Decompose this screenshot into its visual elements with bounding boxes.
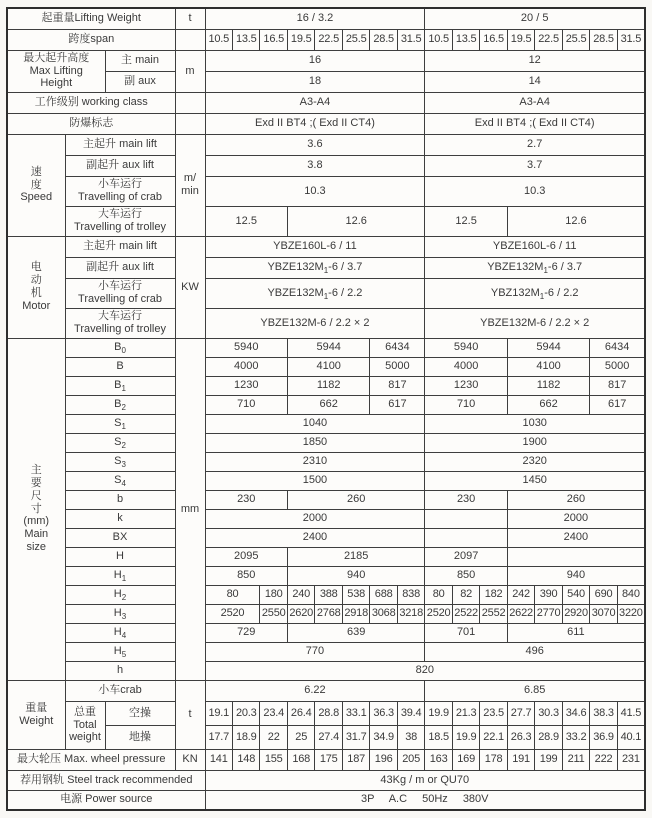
motor-value: $YBZE132M_1-6 / 3.7$ <box>205 257 425 278</box>
size-label: $S_2$ <box>65 433 175 452</box>
main-hook-label: 主 main <box>105 50 175 71</box>
size-value: 1500 <box>205 471 425 490</box>
size-value: 729 <box>205 623 287 642</box>
row-speed-trolley <box>7 206 645 236</box>
weight-value: 34.6 <box>562 701 589 725</box>
size-value: 1230 <box>425 376 507 395</box>
size-value: 2000 <box>507 509 645 528</box>
weight-value: 31.7 <box>342 725 369 749</box>
size-label: b <box>65 490 175 509</box>
size-value-empty <box>507 547 645 566</box>
weight-value: 36.3 <box>370 701 397 725</box>
wheel-pressure-value: 169 <box>452 749 479 770</box>
size-label: $S_3$ <box>65 452 175 471</box>
row-steel-track <box>7 770 645 790</box>
row-size-b <box>7 490 645 509</box>
weight-value: 19.9 <box>452 725 479 749</box>
row-size-S4 <box>7 471 645 490</box>
wheel-pressure-value: 222 <box>590 749 617 770</box>
crab-weight-value: 6.22 <box>205 680 425 701</box>
size-label: $H_4$ <box>65 623 175 642</box>
unit-m: m <box>175 50 205 92</box>
size-value: 820 <box>205 661 645 680</box>
motor-main-lift-label: 主起升 main lift <box>65 236 175 257</box>
total-weight-label: 总重 Total weight <box>65 701 105 749</box>
size-value: 5940 <box>205 338 287 357</box>
span-value: 25.5 <box>562 29 589 50</box>
weight-value: 41.5 <box>617 701 645 725</box>
wheel-pressure-value: 148 <box>233 749 260 770</box>
speed-value: 12.5 <box>425 206 507 236</box>
size-value: 2620 <box>287 604 314 623</box>
weight-value: 38 <box>397 725 424 749</box>
weight-value: 23.5 <box>480 701 507 725</box>
wheel-pressure-value: 187 <box>342 749 369 770</box>
speed-value: 3.8 <box>205 155 425 176</box>
span-value: 31.5 <box>397 29 424 50</box>
span-label: 跨度span <box>7 29 175 50</box>
size-value: 2550 <box>260 604 287 623</box>
power-source-label: 电源 Power source <box>7 790 205 810</box>
weight-value: 19.1 <box>205 701 232 725</box>
row-size-B2 <box>7 395 645 414</box>
weight-value: 40.1 <box>617 725 645 749</box>
weight-value: 27.4 <box>315 725 342 749</box>
size-value: 940 <box>507 566 645 585</box>
size-value: 2320 <box>425 452 645 471</box>
size-value: 770 <box>205 642 425 661</box>
speed-value: 3.7 <box>425 155 645 176</box>
span-value: 19.5 <box>507 29 534 50</box>
size-value: 240 <box>287 585 314 604</box>
size-value: 388 <box>315 585 342 604</box>
size-value: 260 <box>507 490 645 509</box>
speed-value: 10.3 <box>425 176 645 206</box>
weight-value: 18.9 <box>233 725 260 749</box>
main-size-section-label: 主 要 尺 寸 (mm) Main size <box>7 338 65 680</box>
size-label: $H_3$ <box>65 604 175 623</box>
lift-height-value: 12 <box>425 50 645 71</box>
row-power-source <box>7 790 645 810</box>
size-label: H <box>65 547 175 566</box>
steel-track-label: 荐用钢轨 Steel track recommended <box>7 770 205 790</box>
row-size-B1 <box>7 376 645 395</box>
span-value: 16.5 <box>480 29 507 50</box>
size-value: 390 <box>535 585 562 604</box>
size-value: 4100 <box>287 357 369 376</box>
size-value: 2400 <box>205 528 425 547</box>
size-label: h <box>65 661 175 680</box>
explosion-proof-value: Exd II BT4 ;( Exd II CT4) <box>425 113 645 134</box>
size-value: 701 <box>425 623 507 642</box>
weight-value: 20.3 <box>233 701 260 725</box>
size-value: 840 <box>617 585 645 604</box>
lifting-weight-label: 起重量Lifting Weight <box>7 8 175 29</box>
row-size-B <box>7 357 645 376</box>
motor-aux-lift-label: 副起升 aux lift <box>65 257 175 278</box>
weight-value: 22.1 <box>480 725 507 749</box>
span-value: 10.5 <box>205 29 232 50</box>
size-value-empty <box>425 509 507 528</box>
span-value: 10.5 <box>425 29 452 50</box>
max-lifting-height-label: 最大起升高度 Max Lifting Height <box>7 50 105 92</box>
row-lifting-weight <box>7 8 645 29</box>
weight-value: 25 <box>287 725 314 749</box>
motor-value: $YBZE132M_1-6 / 2.2$ <box>205 278 425 308</box>
wheel-pressure-value: 231 <box>617 749 645 770</box>
size-value: 662 <box>507 395 589 414</box>
size-label: $B_1$ <box>65 376 175 395</box>
working-class-value: A3-A4 <box>425 92 645 113</box>
span-value: 16.5 <box>260 29 287 50</box>
size-value: 1030 <box>425 414 645 433</box>
speed-aux-lift-label: 副起升 aux lift <box>65 155 175 176</box>
size-value: 4100 <box>507 357 589 376</box>
row-size-S2 <box>7 433 645 452</box>
lift-height-value: 18 <box>205 71 425 92</box>
aux-hook-label: 副 aux <box>105 71 175 92</box>
size-value: 182 <box>480 585 507 604</box>
wheel-pressure-value: 163 <box>425 749 452 770</box>
unit-t: t <box>175 8 205 29</box>
weight-value: 26.4 <box>287 701 314 725</box>
motor-value: $YBZE132M_1-6 / 3.7$ <box>425 257 645 278</box>
size-value: 1900 <box>425 433 645 452</box>
size-value: 5000 <box>370 357 425 376</box>
row-span <box>7 29 645 50</box>
row-motor-aux-lift <box>7 257 645 278</box>
steel-track-value: 43Kg / m or QU70 <box>205 770 645 790</box>
motor-crab-label: 小车运行 Travelling of crab <box>65 278 175 308</box>
size-value: 2000 <box>205 509 425 528</box>
motor-trolley-label: 大车运行 Travelling of trolley <box>65 308 175 338</box>
size-label: $H_2$ <box>65 585 175 604</box>
row-size-BX <box>7 528 645 547</box>
wheel-pressure-value: 205 <box>397 749 424 770</box>
unit-empty <box>175 113 205 134</box>
size-value: 688 <box>370 585 397 604</box>
unit-kn: KN <box>175 749 205 770</box>
lift-height-value: 16 <box>205 50 425 71</box>
wheel-pressure-label: 最大轮压 Max. wheel pressure <box>7 749 175 770</box>
row-size-H5 <box>7 642 645 661</box>
weight-value: 36.9 <box>590 725 617 749</box>
lifting-weight-value: 20 / 5 <box>425 8 645 29</box>
row-size-S3 <box>7 452 645 471</box>
span-value: 19.5 <box>287 29 314 50</box>
span-value: 22.5 <box>535 29 562 50</box>
wheel-pressure-value: 155 <box>260 749 287 770</box>
speed-value: 3.6 <box>205 134 425 155</box>
weight-value: 30.3 <box>535 701 562 725</box>
size-value: 662 <box>287 395 369 414</box>
size-value: 3218 <box>397 604 424 623</box>
power-source-value: 3P A.C 50Hz 380V <box>205 790 645 810</box>
motor-value: YBZE132M-6 / 2.2 × 2 <box>425 308 645 338</box>
size-value: 2918 <box>342 604 369 623</box>
size-value: 82 <box>452 585 479 604</box>
speed-value: 12.5 <box>205 206 287 236</box>
weight-value: 33.2 <box>562 725 589 749</box>
crane-spec-table <box>6 7 646 811</box>
unit-kw: KW <box>175 236 205 338</box>
size-value: 80 <box>425 585 452 604</box>
row-size-H3 <box>7 604 645 623</box>
crab-weight-label: 小车crab <box>65 680 175 701</box>
wheel-pressure-value: 196 <box>370 749 397 770</box>
size-value: 3070 <box>590 604 617 623</box>
size-value: 230 <box>425 490 507 509</box>
span-value: 28.5 <box>590 29 617 50</box>
size-label: BX <box>65 528 175 547</box>
row-explosion-proof <box>7 113 645 134</box>
lifting-weight-value: 16 / 3.2 <box>205 8 425 29</box>
wheel-pressure-value: 211 <box>562 749 589 770</box>
size-label: $S_4$ <box>65 471 175 490</box>
weight-section-label: 重量 Weight <box>7 680 65 749</box>
size-value: 710 <box>425 395 507 414</box>
size-value: 617 <box>370 395 425 414</box>
row-size-k <box>7 509 645 528</box>
span-value: 31.5 <box>617 29 645 50</box>
row-speed-aux-lift <box>7 155 645 176</box>
size-value: 180 <box>260 585 287 604</box>
size-value: 940 <box>287 566 424 585</box>
wheel-pressure-value: 191 <box>507 749 534 770</box>
size-value: 690 <box>590 585 617 604</box>
motor-value: YBZE160L-6 / 11 <box>425 236 645 257</box>
speed-value: 12.6 <box>507 206 645 236</box>
ground-operated-label: 地操 <box>105 725 175 749</box>
size-label: B <box>65 357 175 376</box>
row-size-H1 <box>7 566 645 585</box>
span-value: 25.5 <box>342 29 369 50</box>
row-size-h <box>7 661 645 680</box>
speed-main-lift-label: 主起升 main lift <box>65 134 175 155</box>
size-value: 2770 <box>535 604 562 623</box>
size-value: 230 <box>205 490 287 509</box>
size-value: 2768 <box>315 604 342 623</box>
weight-value: 39.4 <box>397 701 424 725</box>
row-size-H4 <box>7 623 645 642</box>
size-value: 3220 <box>617 604 645 623</box>
row-motor-crab <box>7 278 645 308</box>
crab-weight-value: 6.85 <box>425 680 645 701</box>
unit-empty <box>175 29 205 50</box>
weight-value: 34.9 <box>370 725 397 749</box>
weight-value: 38.3 <box>590 701 617 725</box>
size-value: 1850 <box>205 433 425 452</box>
size-label: $S_1$ <box>65 414 175 433</box>
weight-value: 27.7 <box>507 701 534 725</box>
size-value: 710 <box>205 395 287 414</box>
size-value: 6434 <box>370 338 425 357</box>
size-value: 817 <box>590 376 645 395</box>
motor-value: YBZE132M-6 / 2.2 × 2 <box>205 308 425 338</box>
size-value: 5000 <box>590 357 645 376</box>
lift-height-value: 14 <box>425 71 645 92</box>
span-value: 13.5 <box>233 29 260 50</box>
unit-t: t <box>175 680 205 749</box>
size-value: 80 <box>205 585 260 604</box>
size-value: 5944 <box>507 338 589 357</box>
row-size-H2 <box>7 585 645 604</box>
row-size-H <box>7 547 645 566</box>
size-value: 617 <box>590 395 645 414</box>
row-speed-main-lift <box>7 134 645 155</box>
size-value: 2622 <box>507 604 534 623</box>
size-value: 4000 <box>425 357 507 376</box>
size-label: $B_0$ <box>65 338 175 357</box>
size-value: 2310 <box>205 452 425 471</box>
motor-value: $YBZ132M_1-6 / 2.2$ <box>425 278 645 308</box>
size-value: 1040 <box>205 414 425 433</box>
spec-table-body <box>7 8 645 810</box>
weight-value: 26.3 <box>507 725 534 749</box>
size-value: 260 <box>287 490 424 509</box>
size-value: 639 <box>287 623 424 642</box>
size-value: 4000 <box>205 357 287 376</box>
wheel-pressure-value: 178 <box>480 749 507 770</box>
weight-value: 28.9 <box>535 725 562 749</box>
span-value: 28.5 <box>370 29 397 50</box>
row-lift-height-main <box>7 50 645 71</box>
unit-m-min: m/ min <box>175 134 205 236</box>
row-motor-trolley <box>7 308 645 338</box>
size-value: 242 <box>507 585 534 604</box>
row-speed-crab <box>7 176 645 206</box>
size-value: 850 <box>425 566 507 585</box>
size-value: 1450 <box>425 471 645 490</box>
size-value: 2400 <box>507 528 645 547</box>
row-weight-crab <box>7 680 645 701</box>
size-value: 540 <box>562 585 589 604</box>
speed-value: 12.6 <box>287 206 424 236</box>
size-value: 2520 <box>425 604 452 623</box>
speed-trolley-label: 大车运行 Travelling of trolley <box>65 206 175 236</box>
explosion-proof-label: 防爆标志 <box>7 113 175 134</box>
size-value: 2920 <box>562 604 589 623</box>
size-value: 538 <box>342 585 369 604</box>
size-value: 1182 <box>287 376 369 395</box>
size-value-empty <box>425 528 507 547</box>
size-label: $H_5$ <box>65 642 175 661</box>
size-value: 2097 <box>425 547 507 566</box>
row-size-B0 <box>7 338 645 357</box>
size-value: 2095 <box>205 547 287 566</box>
size-value: 2520 <box>205 604 260 623</box>
size-value: 1230 <box>205 376 287 395</box>
weight-value: 18.5 <box>425 725 452 749</box>
wheel-pressure-value: 141 <box>205 749 232 770</box>
span-value: 13.5 <box>452 29 479 50</box>
size-value: 2522 <box>452 604 479 623</box>
row-working-class <box>7 92 645 113</box>
size-value: 850 <box>205 566 287 585</box>
size-label: $B_2$ <box>65 395 175 414</box>
motor-value: YBZE160L-6 / 11 <box>205 236 425 257</box>
row-weight-cab <box>7 701 645 725</box>
explosion-proof-value: Exd II BT4 ;( Exd II CT4) <box>205 113 425 134</box>
size-value: 2552 <box>480 604 507 623</box>
weight-value: 17.7 <box>205 725 232 749</box>
size-value: 1182 <box>507 376 589 395</box>
weight-value: 22 <box>260 725 287 749</box>
motor-section-label: 电 动 机 Motor <box>7 236 65 338</box>
unit-mm: mm <box>175 338 205 680</box>
speed-crab-label: 小车运行 Travelling of crab <box>65 176 175 206</box>
wheel-pressure-value: 168 <box>287 749 314 770</box>
size-value: 496 <box>425 642 645 661</box>
weight-value: 28.8 <box>315 701 342 725</box>
size-value: 6434 <box>590 338 645 357</box>
speed-section-label: 速 度 Speed <box>7 134 65 236</box>
speed-value: 10.3 <box>205 176 425 206</box>
working-class-label: 工作级别 working class <box>7 92 175 113</box>
wheel-pressure-value: 199 <box>535 749 562 770</box>
weight-value: 19.9 <box>425 701 452 725</box>
cab-operated-label: 空操 <box>105 701 175 725</box>
size-label: $H_1$ <box>65 566 175 585</box>
size-label: k <box>65 509 175 528</box>
size-value: 2185 <box>287 547 424 566</box>
weight-value: 23.4 <box>260 701 287 725</box>
row-wheel-pressure <box>7 749 645 770</box>
row-size-S1 <box>7 414 645 433</box>
weight-value: 21.3 <box>452 701 479 725</box>
working-class-value: A3-A4 <box>205 92 425 113</box>
size-value: 3068 <box>370 604 397 623</box>
size-value: 838 <box>397 585 424 604</box>
unit-empty <box>175 92 205 113</box>
row-motor-main-lift <box>7 236 645 257</box>
size-value: 5944 <box>287 338 369 357</box>
wheel-pressure-value: 175 <box>315 749 342 770</box>
size-value: 611 <box>507 623 645 642</box>
span-value: 22.5 <box>315 29 342 50</box>
size-value: 817 <box>370 376 425 395</box>
speed-value: 2.7 <box>425 134 645 155</box>
size-value: 5940 <box>425 338 507 357</box>
weight-value: 33.1 <box>342 701 369 725</box>
